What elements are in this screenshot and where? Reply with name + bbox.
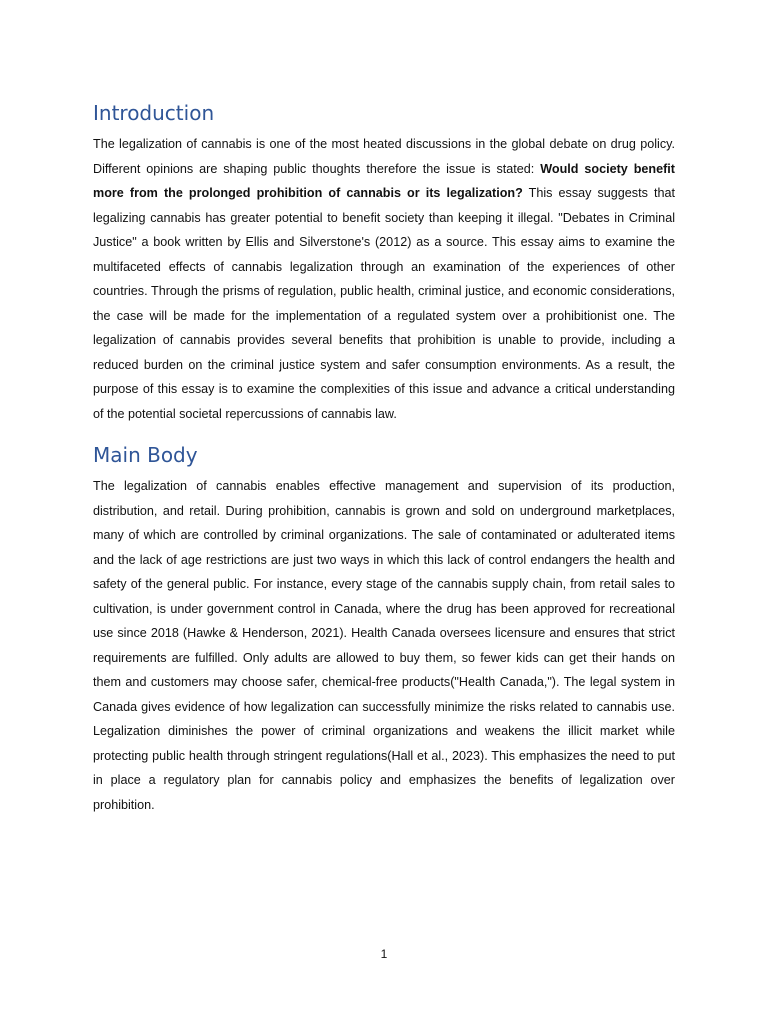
section-heading-introduction: Introduction xyxy=(93,101,215,125)
research-question: Would society benefit more from the prolonged prohibition of cannabis or its legalization? xyxy=(93,161,675,200)
page-number: 1 xyxy=(380,947,388,961)
introduction-text-start: The legalization of cannabis is one of the most heated discussions in the global debate on drug policy. Different opinions are shaping public thoughts therefore the issue is stated: xyxy=(93,137,675,176)
introduction-text-end: This essay suggests that legalizing cannabis has greater potential to benefit society than keeping it illegal. "Debates in Criminal Justice" a book written by Ellis and Silverstone's (2012) as a source. This essay aims to examine the multifaceted effects of cannabis legalization through an examination of the experiences of other countries. Through the prisms of regulation, public health, criminal justice, and economic considerations, the case will be made for the implementation of a regulated system over a prohibitionist one. The legalization of cannabis provides several benefits that prohibition is unable to provide, including a reduced burden on the criminal justice system and safer consumption environments. As a result, the purpose of this essay is to examine the complexities of this issue and advance a critical understanding of the potential societal repercussions of cannabis law. xyxy=(93,186,675,421)
main-body-paragraph: The legalization of cannabis enables effective management and supervision of its production, distribution, and retail. During prohibition, cannabis is grown and sold on underground marketplaces, many of which are controlled by criminal organizations. The sale of contaminated or adulterated items and the lack of age restrictions are just two ways in which this lack of control endangers the health and safety of the general public. For instance, every stage of the cannabis supply chain, from retail sales to cultivation, is under government control in Canada, where the drug has been approved for recreational use since 2018 (Hawke & Henderson, 2021). Health Canada oversees licensure and ensures that strict requirements are fulfilled. Only adults are allowed to buy them, so fewer kids can get their hands on them and customers may choose safer, chemical-free products("Health Canada,"). The legal system in Canada gives evidence of how legalization can successfully minimize the risks related to cannabis use. Legalization diminishes the power of criminal organizations and weakens the illicit market while protecting public health through stringent regulations(Hall et al., 2023). This emphasizes the need to put in place a regulatory plan for cannabis policy and emphasizes the benefits of legalization over prohibition. xyxy=(93,479,675,812)
section-heading-main-body: Main Body xyxy=(93,443,198,467)
document-body xyxy=(93,96,675,817)
introduction-paragraph xyxy=(93,132,675,426)
